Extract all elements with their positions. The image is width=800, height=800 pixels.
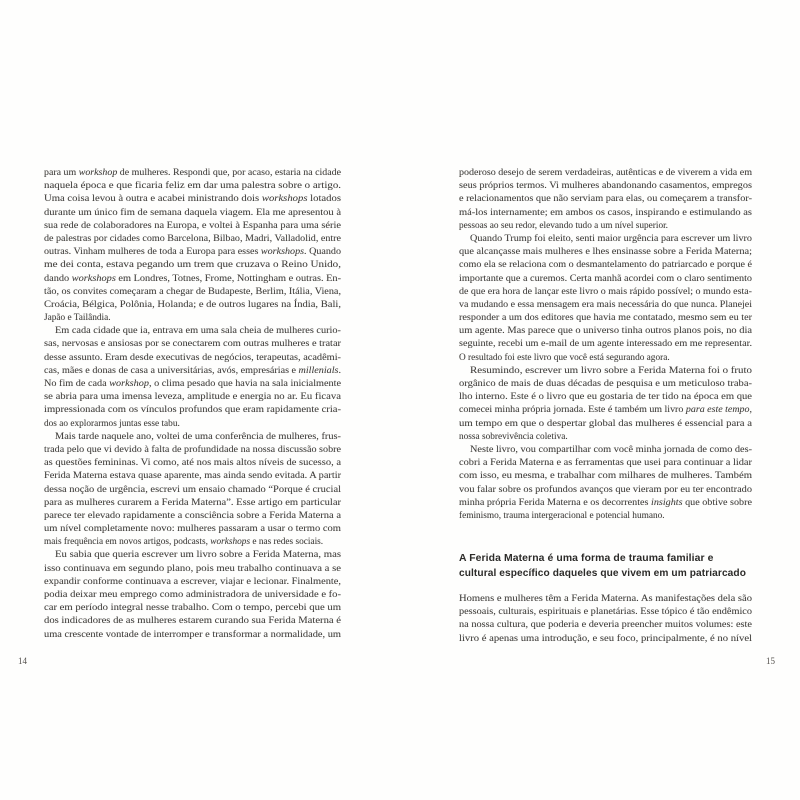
- text-line: um tempo em que o despertar global das mulheres é essencial para a: [459, 418, 752, 429]
- text-line: Eu sabia que queria escrever um livro sobre a Ferida Materna, mas: [55, 550, 341, 561]
- paragraph: [44, 549, 341, 641]
- text-line: sas, nervosas e ansiosas por se conectarem com outras mulheres e tratar: [44, 339, 341, 350]
- text-line: e relacionamentos que não serviam para elas, ou começarem a transfor-: [459, 194, 752, 205]
- text-line: No fim de cada workshop, o clima pesado que havia na sala inicialmente: [44, 379, 341, 389]
- page-left-text-column: [44, 167, 341, 642]
- text-line: nossa sobrevivência coletiva.: [459, 431, 568, 442]
- text-line: Quando Trump foi eleito, senti maior urgência para escrever um livro: [470, 233, 752, 244]
- text-line: com isso, eu mesma, e trabalhar com milhares de mulheres. Também: [459, 471, 752, 482]
- text-line: isso continuava em segundo plano, pois meu trabalho continuava a se: [44, 563, 341, 574]
- text-line: Homens e mulheres têm a Ferida Materna. As manifestações dela são: [459, 594, 752, 605]
- paragraph: [459, 365, 752, 444]
- text-line: impressionada com os vínculos profundos que eram rapidamente cria-: [44, 405, 341, 416]
- text-line: desse assunto. Eram desde executivas de negócios, terapeutas, acadêmi-: [44, 352, 341, 363]
- text-line: para as mulheres curarem a Ferida Materna”. Esse artigo em particular: [44, 497, 341, 508]
- text-line: Mais tarde naquele ano, voltei de uma conferência de mulheres, frus-: [55, 431, 341, 442]
- paragraph: [44, 325, 341, 431]
- page-number-left: 14: [18, 656, 27, 666]
- text-line: que alcançasse mais mulheres e lhes ensinasse sobre a Ferida Materna;: [459, 247, 752, 258]
- text-line: cas, mães e donas de casa a universitárias, avós, empresárias e millenials.: [44, 365, 341, 376]
- text-line: A Ferida Materna é uma forma de trauma familiar e: [459, 553, 714, 565]
- text-line: uma crescente vontade de interromper e transformar a normalidade, um: [44, 629, 341, 640]
- paragraph: [44, 167, 341, 325]
- text-line: as questões femininas. Vi como, até nos mais altos níveis de sucesso, a: [44, 458, 341, 469]
- text-line: vou falar sobre os profundos avanços que vieram por eu ter encontrado: [459, 484, 752, 495]
- text-line: como ela se relaciona com o desmantelamento do patriarcado e porque é: [459, 260, 752, 271]
- text-line: expandir conforme continuava a escrever, viajar e lecionar. Finalmente,: [44, 576, 341, 587]
- text-line: O resultado foi este livro que você está segurando agora.: [459, 352, 670, 363]
- text-line: podia deixar meu emprego como administradora de universidade e fo-: [44, 590, 341, 600]
- text-line: Ferida Materna estava quase aparente, mas ainda sendo evitada. A partir: [44, 471, 341, 482]
- text-line: má-los internamente; em ambos os casos, inspirando e estimulando as: [459, 207, 752, 218]
- text-line: se abria para uma imensa leveza, amplitude e energia no ar. Eu ficava: [44, 392, 341, 403]
- text-line: responder a um dos editores que havia me contatado, mesmo sem eu ter: [459, 313, 752, 324]
- paragraph: [459, 593, 752, 646]
- text-line: um nível completamente novo: mulheres passaram a usar o termo com: [44, 524, 341, 535]
- text-line: para um workshop de mulheres. Respondi que, por acaso, estaria na cidade: [44, 168, 341, 178]
- text-line: tão, os convites começaram a chegar de Budapeste, Berlim, Itália, Viena,: [44, 286, 341, 297]
- text-line: Em cada cidade que ia, entrava em uma sala cheia de mulheres curio-: [55, 326, 341, 337]
- text-line: car em período integral nesse trabalho. Com o tempo, percebi que um: [44, 603, 341, 614]
- text-line: Neste livro, vou compartilhar com você minha jornada de como des-: [470, 444, 752, 455]
- text-line: seguinte, recebi um e-mail de um agente interessado em me representar.: [459, 339, 752, 350]
- text-line: cultural específico daqueles que vivem em um patriarcado: [459, 568, 746, 580]
- text-line: dos ao explorarmos juntas esse tabu.: [44, 418, 180, 429]
- paragraph: [459, 233, 752, 365]
- text-line: lho interno. Este é o livro que eu gostaria de ter tido na época em que: [459, 392, 752, 403]
- text-line: orgânico de mais de duas décadas de pesquisa e um meticuloso traba-: [459, 379, 752, 389]
- text-line: dessa noção de urgência, escrevi um ensaio chamado “Porque é crucial: [44, 484, 341, 495]
- text-line: durante um único fim de semana daquela viagem. Ela me apresentou à: [44, 207, 341, 218]
- text-line: pessoas ao seu redor, elevando tudo a um nível superior.: [459, 220, 669, 231]
- text-line: mais frequência em novos artigos, podcasts, workshops e nas redes sociais.: [44, 537, 324, 548]
- text-line: seus próprios termos. Vi mulheres abandonando casamentos, empregos: [459, 181, 752, 192]
- text-line: parece ter elevado rapidamente a consciência sobre a Ferida Materna a: [44, 510, 341, 521]
- text-line: Resumindo, escrever um livro sobre a Ferida Materna foi o fruto: [470, 365, 752, 376]
- text-line: feminismo, trauma intergeracional e potencial humano.: [459, 510, 665, 521]
- text-line: trada pelo que vi devido à falta de profundidade na nossa discussão sobre: [44, 444, 341, 455]
- page-number-right: 15: [766, 656, 775, 666]
- text-line: um agente. Mas parece que o universo tinha outros planos pois, no dia: [459, 326, 752, 337]
- text-line: va mudando e essa mensagem era mais necessária do que nunca. Planejei: [459, 299, 752, 310]
- text-line: Japão e Tailândia.: [44, 313, 111, 324]
- text-line: cobri a Ferida Materna e as ferramentas que usei para continuar a lidar: [459, 458, 752, 469]
- text-line: naquela época e que ficaria feliz em dar uma palestra sobre o artigo.: [44, 181, 341, 192]
- text-line: outras. Vinham mulheres de toda a Europa para esses workshops. Quando: [44, 247, 341, 258]
- text-line: pessoais, culturais, espirituais e planetárias. Esse tópico é tão endêmico: [459, 607, 752, 618]
- text-line: Croácia, Bélgica, Polônia, Holanda; e de outros lugares na Índia, Bali,: [44, 299, 341, 310]
- text-line: minha própria Ferida Materna e os decorrentes insights que obtive sobre: [459, 497, 752, 508]
- page-right-text-column: [459, 167, 752, 646]
- text-line: poderoso desejo de serem verdadeiras, autênticas e de viverem a vida em: [459, 168, 752, 178]
- section-heading: [459, 551, 746, 581]
- paragraph: [44, 431, 341, 550]
- text-line: de que era hora de lançar este livro o mais rápido possível; o mundo esta-: [459, 286, 752, 297]
- text-line: importante que a curemos. Certa manhã acordei com o claro sentimento: [459, 273, 752, 284]
- text-line: na nossa cultura, que poderia e deveria preencher muitos volumes: este: [459, 620, 752, 631]
- text-line: livro é apenas uma introdução, e seu foco, principalmente, é no nível: [459, 633, 752, 644]
- paragraph: [459, 167, 752, 233]
- text-line: me dei conta, estava pegando um trem que cruzava o Reino Unido,: [44, 260, 341, 271]
- text-line: de palestras por cidades como Barcelona, Bilbao, Madri, Valladolid, entre: [44, 233, 341, 244]
- text-line: dando workshops em Londres, Totnes, Frome, Nottingham e outras. En-: [44, 273, 342, 284]
- text-line: comecei minha própria jornada. Este é também um livro para este tempo,: [459, 405, 752, 416]
- text-line: Uma coisa levou à outra e acabei ministrando dois workshops lotados: [44, 194, 341, 205]
- paragraph: [459, 444, 752, 523]
- text-line: sua rede de colaboradores na Europa, e voltei à Espanha para uma série: [44, 220, 341, 231]
- text-line: dos indicadores de as mulheres estarem curando sua Ferida Materna é: [44, 616, 341, 627]
